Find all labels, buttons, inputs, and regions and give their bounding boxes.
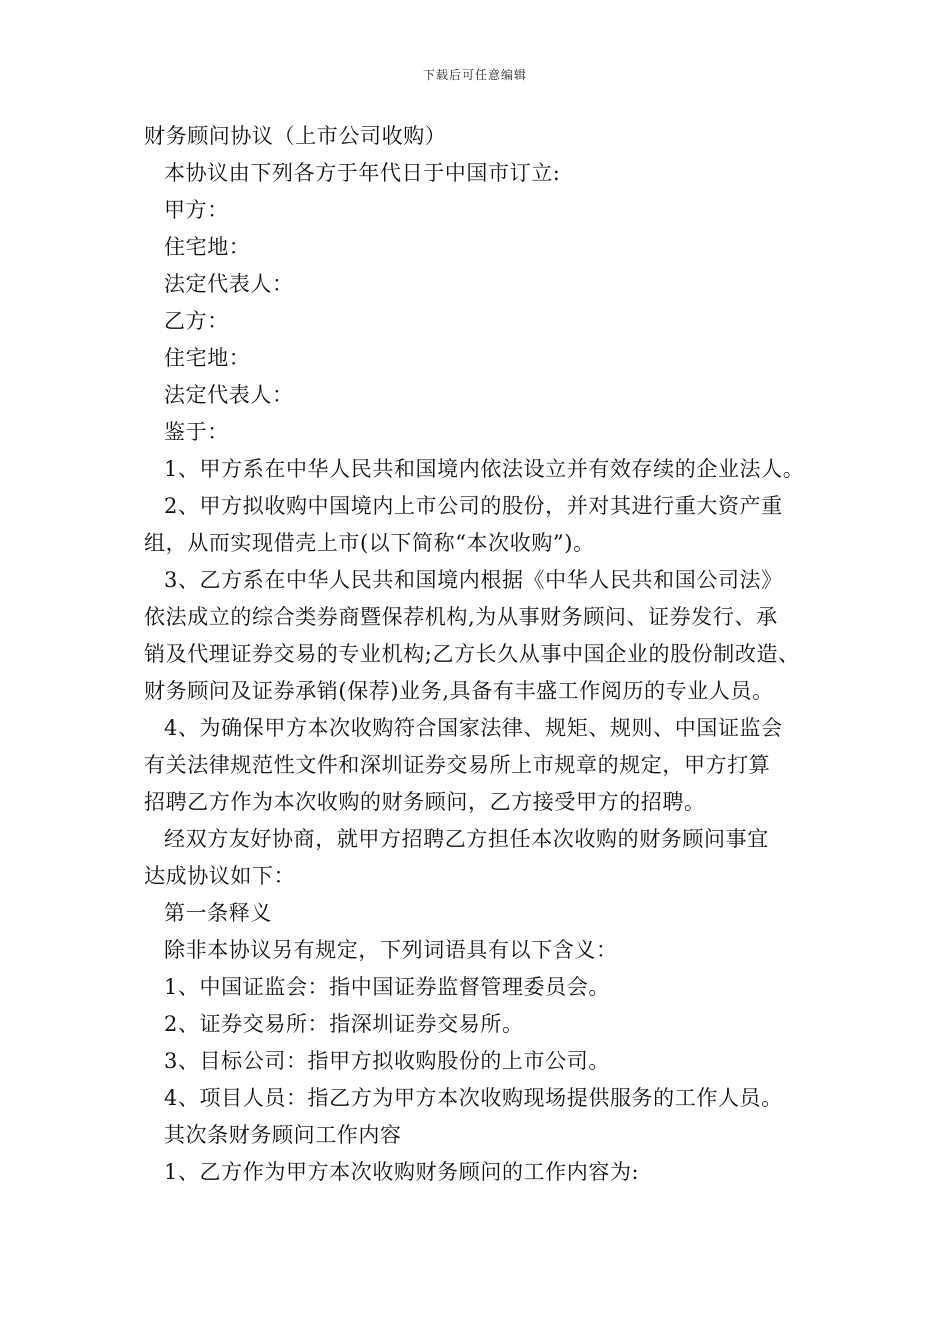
paragraph-line: 3、乙方系在中华人民共和国境内根据《中华人民共和国公司法》 [164,568,783,592]
paragraph-line: 法定代表人： [164,272,294,296]
paragraph-line: 住宅地： [164,346,251,370]
paragraph-line: 2、甲方拟收购中国境内上市公司的股份，并对其进行重大资产重 [164,494,783,518]
paragraph-line: 销及代理证券交易的专业机构;乙方长久从事中国企业的股份制改造、 [144,642,800,666]
section-heading: 其次条财务顾问工作内容 [164,1123,402,1147]
paragraph-line: 甲方： [164,198,229,222]
paragraph-line: 财务顾问及证券承销(保荐)业务,具备有丰盛工作阅历的专业人员。 [144,679,774,703]
paragraph-line: 1、乙方作为甲方本次收购财务顾问的工作内容为: [164,1160,640,1184]
paragraph-line: 除非本协议另有规定，下列词语具有以下含义： [164,938,618,962]
document-title: 财务顾问协议（上市公司收购） [144,124,447,148]
paragraph-line: 鉴于： [164,420,229,444]
paragraph-line: 1、中国证监会：指中国证券监督管理委员会。 [164,975,610,999]
paragraph-line: 依法成立的综合类券商暨保荐机构,为从事财务顾问、证券发行、承 [144,605,778,629]
paragraph-line: 住宅地： [164,235,251,259]
paragraph-line: 乙方： [164,309,229,333]
paragraph-line: 3、目标公司：指甲方拟收购股份的上市公司。 [164,1049,610,1073]
paragraph-line: 2、证券交易所：指深圳证券交易所。 [164,1012,524,1036]
paragraph-line: 1、甲方系在中华人民共和国境内依法设立并有效存续的企业法人。 [164,457,805,481]
paragraph-line: 4、为确保甲方本次收购符合国家法律、规矩、规则、中国证监会 [164,716,783,740]
paragraph-line: 法定代表人： [164,383,294,407]
paragraph-line: 本协议由下列各方于年代日于中国市订立: [164,161,561,185]
paragraph-line: 组，从而实现借壳上市(以下简称“本次收购”)。 [144,531,595,555]
section-heading: 第一条释义 [164,901,272,925]
paragraph-line: 有关法律规范性文件和深圳证券交易所上市规章的规定，甲方打算 [144,753,771,777]
paragraph-line: 招聘乙方作为本次收购的财务顾问，乙方接受甲方的招聘。 [144,790,706,814]
document-body [144,118,806,1191]
paragraph-line: 经双方友好协商，就甲方招聘乙方担任本次收购的财务顾问事宜 [164,827,769,851]
header-note: 下载后可任意编辑 [422,68,527,82]
paragraph-line: 达成协议如下： [144,864,296,888]
paragraph-line: 4、项目人员：指乙方为甲方本次收购现场提供服务的工作人员。 [164,1086,783,1110]
